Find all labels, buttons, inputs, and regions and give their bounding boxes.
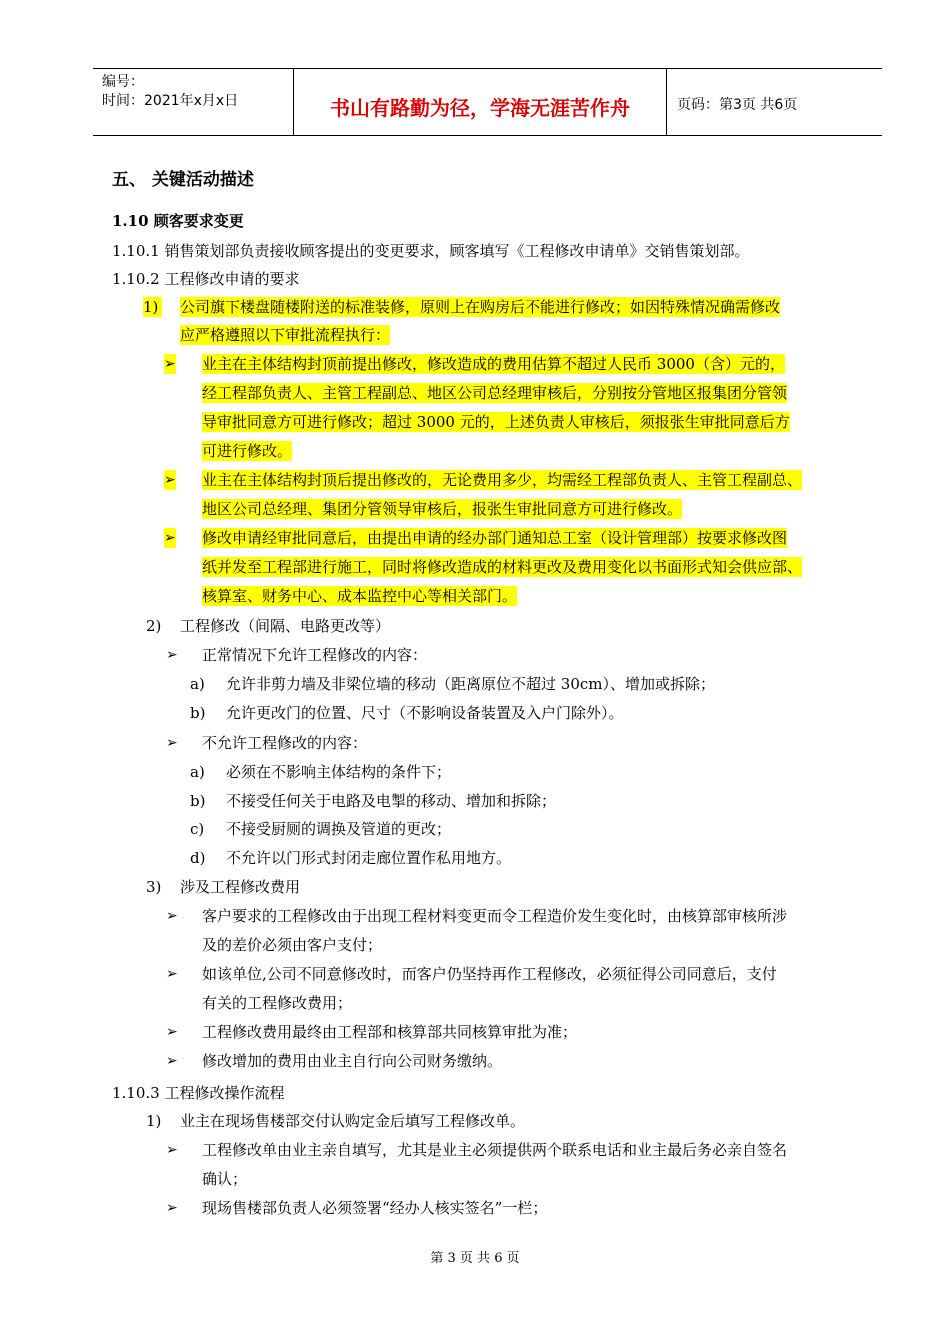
paragraph-line: 有关的工程修改费用；	[202, 994, 353, 1012]
paragraph-line: 必须在不影响主体结构的条件下；	[226, 763, 452, 781]
paragraph-line: 公司旗下楼盘随楼附送的标准装修，原则上在购房后不能进行修改；如因特殊情况确需修改	[180, 298, 781, 316]
header-page-info: 页码：第3页 共6页	[677, 97, 798, 113]
arrow-bullet-icon: ➢	[166, 735, 178, 751]
paragraph-line: 不接受任何关于电路及电掣的移动、增加和拆除；	[226, 792, 557, 810]
header-motto: 书山有路勤为径，学海无涯苦作舟	[330, 96, 630, 120]
list-key: a)	[190, 763, 205, 781]
paragraph-line: 修改申请经审批同意后，由提出申请的经办部门通知总工室（设计管理部）按要求修改图	[202, 529, 788, 547]
arrow-bullet-icon: ➢	[164, 472, 176, 488]
paragraph-line: 业主在主体结构封顶后提出修改的，无论费用多少，均需经工程部负责人、主管工程副总、	[202, 471, 803, 489]
header-center-cell	[294, 69, 667, 135]
paragraph-line: 确认；	[202, 1170, 248, 1188]
paragraph-line: 业主在主体结构封顶前提出修改，修改造成的费用估算不超过人民币 3000（含）元的，	[202, 355, 785, 373]
paragraph-line: 不接受厨厕的调换及管道的更改；	[226, 820, 452, 838]
arrow-bullet-icon: ➢	[166, 1142, 178, 1158]
paragraph-line: 及的差价必须由客户支付；	[202, 936, 383, 954]
clause-1-10-1: 1.10.1 销售策划部负责接收顾客提出的变更要求，顾客填写《工程修改申请单》交销售策划部。	[112, 242, 750, 260]
arrow-bullet-icon: ➢	[164, 356, 176, 372]
paragraph-line: 修改增加的费用由业主自行向公司财务缴纳。	[202, 1052, 503, 1070]
paragraph-line: 应严格遵照以下审批流程执行：	[180, 326, 391, 344]
paragraph-line: 导审批同意方可进行修改；超过 3000 元的，上述负责人审核后，须报张生审批同意后方	[202, 413, 790, 431]
subsection-title: 1.10 顾客要求变更	[112, 212, 244, 230]
paragraph-line: 核算室、财务中心、成本监控中心等相关部门。	[202, 587, 518, 605]
list-key: b)	[190, 704, 206, 722]
header-left-cell	[93, 69, 294, 135]
document-number-label: 编号：	[102, 74, 144, 90]
document-time-label: 时间：2021年x月x日	[102, 93, 239, 109]
list-key: d)	[190, 849, 206, 867]
list-key: b)	[190, 792, 206, 810]
paragraph-line: 可进行修改。	[202, 442, 293, 460]
list-key: c)	[190, 820, 205, 838]
arrow-bullet-icon: ➢	[166, 1200, 178, 1216]
arrow-bullet-icon: ➢	[164, 530, 176, 546]
paragraph-line: 涉及工程修改费用	[180, 878, 301, 896]
section-title: 五、 关键活动描述	[112, 170, 254, 190]
list-key: a)	[190, 675, 205, 693]
clause-1-10-2: 1.10.2 工程修改申请的要求	[112, 270, 300, 288]
arrow-bullet-icon: ➢	[166, 1024, 178, 1040]
paragraph-line: 工程修改单由业主亲自填写，尤其是业主必须提供两个联系电话和业主最后务必亲自签名	[202, 1141, 788, 1159]
paragraph-line: 正常情况下允许工程修改的内容：	[202, 646, 428, 664]
paragraph-line: 工程修改费用最终由工程部和核算部共同核算审批为准；	[202, 1023, 578, 1041]
arrow-bullet-icon: ➢	[166, 966, 178, 982]
arrow-bullet-icon: ➢	[166, 647, 178, 663]
paragraph-line: 允许更改门的位置、尺寸（不影响设备装置及入户门除外）。	[226, 704, 624, 722]
paragraph-line: 不允许以门形式封闭走廊位置作私用地方。	[226, 849, 512, 867]
item-number: 1)	[146, 1112, 162, 1130]
document-header	[93, 68, 882, 136]
paragraph-line: 现场售楼部负责人必须签署“经办人核实签名”一栏；	[202, 1199, 548, 1217]
paragraph-line: 工程修改（间隔、电路更改等）	[180, 617, 391, 635]
item-number: 1)	[143, 297, 162, 317]
page-footer: 第 3 页 共 6 页	[430, 1251, 520, 1266]
clause-1-10-3: 1.10.3 工程修改操作流程	[112, 1084, 285, 1102]
paragraph-line: 纸并发至工程部进行施工，同时将修改造成的材料更改及费用变化以书面形式知会供应部、	[202, 558, 803, 576]
paragraph-line: 允许非剪力墙及非梁位墙的移动（距离原位不超过 30cm）、增加或拆除；	[226, 675, 715, 693]
paragraph-line: 地区公司总经理、集团分管领导审核后，报张生审批同意方可进行修改。	[202, 500, 683, 518]
paragraph-line: 客户要求的工程修改由于出现工程材料变更而令工程造价发生变化时，由核算部审核所涉	[202, 907, 788, 925]
paragraph-line: 经工程部负责人、主管工程副总、地区公司总经理审核后，分别按分管地区报集团分管领	[202, 384, 788, 402]
arrow-bullet-icon: ➢	[166, 908, 178, 924]
item-number: 3)	[146, 878, 162, 896]
header-right-cell	[667, 69, 882, 135]
arrow-bullet-icon: ➢	[166, 1053, 178, 1069]
paragraph-line: 不允许工程修改的内容：	[202, 734, 368, 752]
paragraph-line: 业主在现场售楼部交付认购定金后填写工程修改单。	[180, 1112, 526, 1130]
paragraph-line: 如该单位,公司不同意修改时，而客户仍坚持再作工程修改，必须征得公司同意后，支付	[202, 965, 777, 983]
item-number: 2)	[146, 617, 162, 635]
